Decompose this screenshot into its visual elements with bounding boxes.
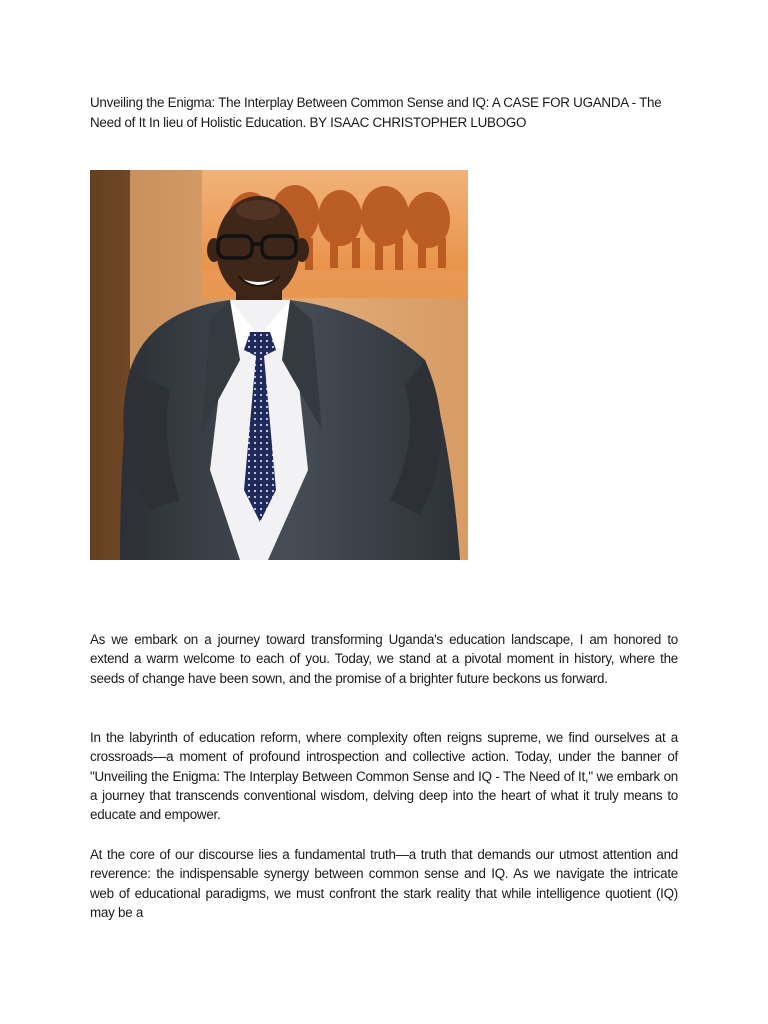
- paragraph-2: In the labyrinth of education reform, where complexity often reigns supreme, we find ourselves at a crossroads—a moment of profound introspection and collective action. Today, under the banner of "Unveiling the Enigma: The Interplay Between Common Sense and IQ - The Need of It," we embark on a journey that transcends conventional wisdom, delving deep into the heart of what it truly means to educate and empower.: [90, 730, 678, 823]
- author-portrait-illustration: [90, 170, 468, 560]
- author-photo: [90, 170, 468, 560]
- paragraph-3: At the core of our discourse lies a fundamental truth—a truth that demands our utmost attention and reverence: the indispensable synergy between common sense and IQ. As we navigate the intricate web of educational paradigms, we must confront the stark reality that while intelligence quotient (IQ) may be a: [90, 847, 678, 920]
- paragraph-1: As we embark on a journey toward transforming Uganda's education landscape, I am honored to extend a warm welcome to each of you. Today, we stand at a pivotal moment in history, where the seeds of change have been sown, and the promise of a brighter future beckons us forward.: [90, 632, 678, 686]
- document-title: Unveiling the Enigma: The Interplay Between Common Sense and IQ: A CASE FOR UGANDA - The Need of It In lieu of Holistic Education. BY ISAAC CHRISTOPHER LUBOGO: [90, 95, 662, 130]
